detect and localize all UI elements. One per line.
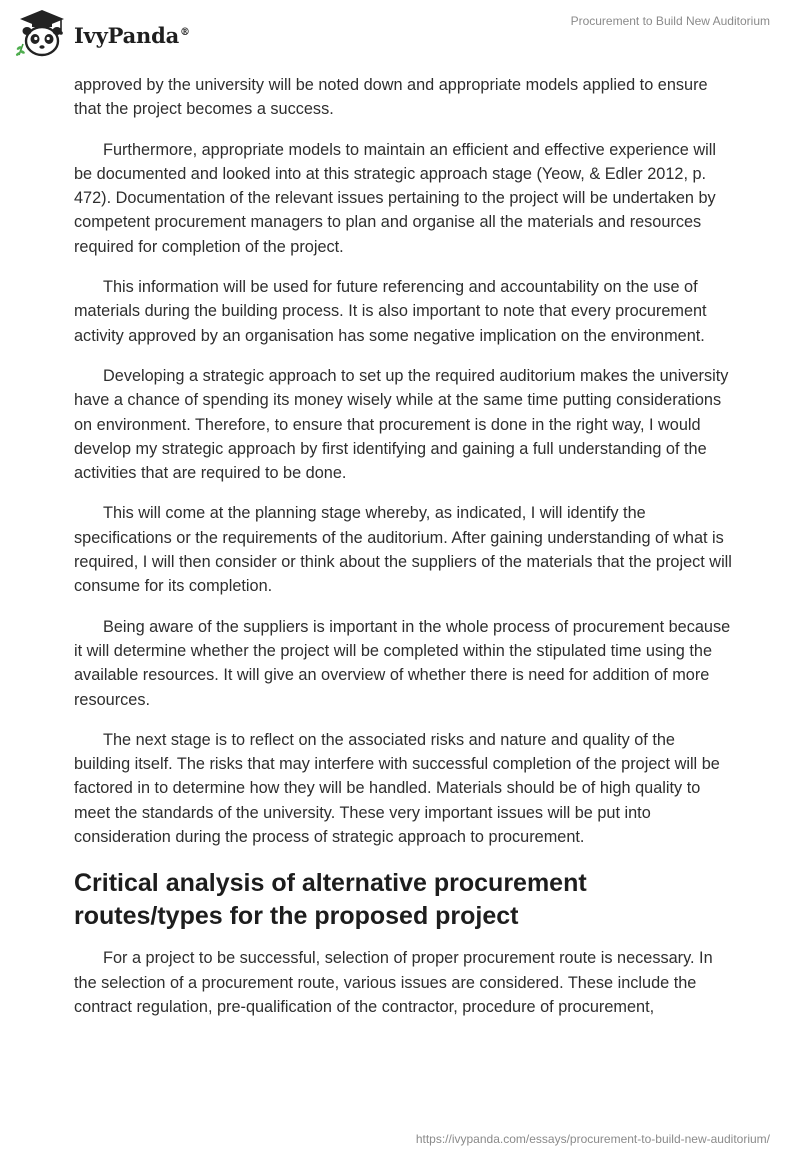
paragraph: Furthermore, appropriate models to maintain an efficient and effective experience will be documented and looked into at this strategic approach stage (Yeow, & Edler 2012, p. 472). Documentation of the relevant issues pertaining to the project will be undertaken by competent procurement managers to plan and organise all the materials and resources required for completion of the project. xyxy=(74,140,716,256)
article-body xyxy=(74,73,734,1035)
panda-graduation-cap-icon xyxy=(14,8,70,58)
ivypanda-logo[interactable] xyxy=(14,8,190,58)
registered-mark: ® xyxy=(180,26,190,38)
paragraph: The next stage is to reflect on the associated risks and nature and quality of the building itself. The risks that may interfere with successful completion of the project will be factored in to determine how they will be handled. Materials should be of high quality to meet the standards of the university. These very important issues will be put into consideration during the process of strategic approach to procurement. xyxy=(74,730,720,847)
paragraph: This information will be used for future referencing and accountability on the use of materials during the building process. It is also important to note that every procurement activity approved by an organisation has some negative implication on the environment. xyxy=(74,278,707,345)
paragraph: Being aware of the suppliers is important in the whole process of procurement because it will determine whether the project will be completed within the stipulated time using the available resources. It will give an overview of whether there is need for addition of more resources. xyxy=(74,617,731,709)
brand-name xyxy=(74,23,190,48)
paragraph: For a project to be successful, selection of proper procurement route is necessary. In the selection of a procurement route, various issues are considered. These include the contract regulation, pre-qualification of the contractor, procedure of procurement, xyxy=(74,949,713,1016)
page-header xyxy=(0,0,800,68)
source-url[interactable]: https://ivypanda.com/essays/procurement-to-build-new-auditorium/ xyxy=(415,1132,770,1146)
document-title: Procurement to Build New Auditorium xyxy=(570,14,770,28)
section-heading: Critical analysis of alternative procurement routes/types for the proposed project xyxy=(74,869,587,931)
paragraph: approved by the university will be noted down and appropriate models applied to ensure that the project becomes a success. xyxy=(74,76,708,119)
brand-label: IvyPanda xyxy=(74,22,180,48)
paragraph: Developing a strategic approach to set up the required auditorium makes the university have a chance of spending its money wisely while at the same time putting considerations on environment. Therefore, to ensure that procurement is done in the right way, I would develop my strategic approach by first identifying and gaining a full understanding of the activities that are required to be done. xyxy=(74,366,729,483)
paragraph: This will come at the planning stage whereby, as indicated, I will identify the specifications or the requirements of the auditorium. After gaining understanding of what is required, I will then consider or think about the suppliers of the materials that the project will consume for its completion. xyxy=(74,504,732,596)
